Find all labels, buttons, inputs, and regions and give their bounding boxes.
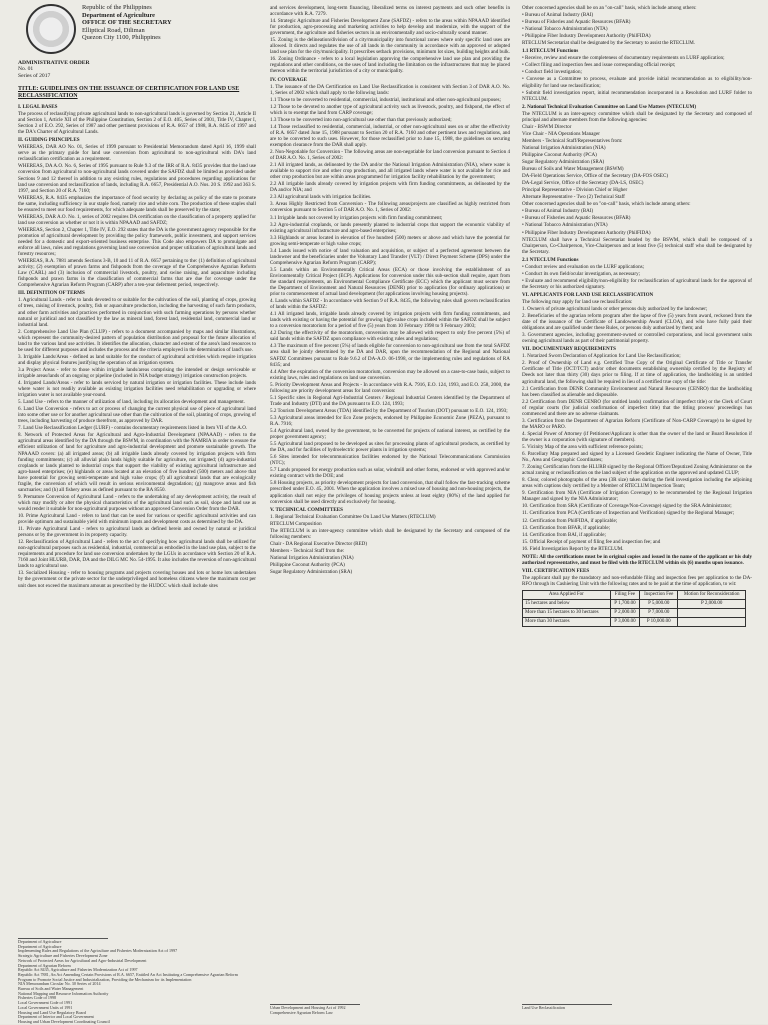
paragraph: 5. Land Use - refers to the manner of utilization of land, including its allocation development and management. <box>18 399 245 406</box>
column-2 <box>270 4 510 1004</box>
paragraph: The NTECLUM is an inter-agency committee which shall be designated by the Secretary and composed of principal and alternate members from the following agencies: <box>522 110 752 123</box>
paragraph: WHEREAS, DA A.O. No. 6, Series of 1995 pursuant to Rule 9.3 of the IRR of R.A. 8435 provides that the land use conversion from agricultural to non-agricultural lands covered under the SAFDZ shall be limited as provided under Sections 9 and 12 thereof in addition to any existing rules, regulations and procedures regarding applications for land use conversion and reclassification of lands, including R.A. 6657, Presidential A.O. Nos. 20 S. 1992 and 363 S. 1997, and Section 20 of R.A. 7160; <box>18 163 256 194</box>
paragraph: 2. Comprehensive Land Use Plan (CLUP) - refers to a document accompanied by maps and similar illustrations, which represent the community-desired pattern of population distribution and proposal for the future allocation of land to the various land use activities. It identifies the allocation, character and extent of the area's land resources to be used for different purposes and includes the process and the criteria employed in the determination of land's use. <box>18 328 256 353</box>
section-heading: 1.1 RTECLUM Functions <box>522 48 579 55</box>
section-heading: 2.1 NTECLUM Functions <box>522 256 579 263</box>
paragraph: Members - Technical Staff from the: <box>270 547 345 554</box>
paragraph: 3. Government agencies, including government-owned or controlled corporations, and local government units owning agricultural lands as part of their patrimonial property. <box>522 332 752 345</box>
paragraph: National Irrigation Administration (NIA) <box>522 144 606 151</box>
paragraph: 2. Non-Negotiable for Conversion - The following areas are non-negotiable for land conversion pursuant to Section 4 of DAR A.O. No. 1, Series of 2002: <box>270 149 510 162</box>
paragraph: WHEREAS, R.A. 8435 emphasizes the importance of food security by declaring as policy of the state to promote the same, including sufficiency in our staple food, namely rice and white corn. The production of these staples shall be ensured to meet our food requirements, for which adequate lands shall be preserved by the state; <box>18 194 256 213</box>
paragraph: and services development, long-term financing, liberalized terms on interest payments and such other benefits in accordance with R.A. 7279. <box>270 5 510 18</box>
table-cell: P 10,000.00 <box>640 618 678 627</box>
paragraph: Philippine Coconut Authority (PCA) <box>270 561 345 568</box>
table-header-cell: Motion for Reconsideration <box>678 590 746 599</box>
table-row <box>523 600 746 609</box>
paragraph: 3.5 Lands within an Environmentally Critical Areas (ECA) or those involving the establishment of an Environmentally Critical Project (ECP). Applications for conversion under this sub-section shall require, apart from the standard requirements, an Environmental Compliance Certificate (ECC) which the applicant must secure from the Department of Environment and Natural Resources (DENR) prior to application (for ordinary applications) or prior to commencement of actual land development (for applications involving housing projects). <box>270 266 510 298</box>
footnote: National Mapping and Resource Information Authority <box>18 990 109 996</box>
paragraph: DA-Field Operations Service, Office of the Secretary (DA-FOS OSEC) <box>522 173 669 180</box>
footnote: Local Government Code of 1991 <box>18 1000 73 1006</box>
paragraph: 4. Special Power of Attorney (if Petitioner/Applicant is other than the owner of the land or Board Resolution if the owner is a corporation (with signature of members). <box>522 430 752 443</box>
section-heading: VI. APPLICANTS FOR LAND USE RECLASSIFICATION <box>522 291 654 298</box>
paragraph: 1. Notarized Sworn Declaration of Application for Land Use Reclassification; <box>522 353 681 360</box>
footnote: Department of Agriculture <box>18 939 62 944</box>
paragraph: Bureau of Soils and Water Management (BSWM) <box>522 166 624 173</box>
table-cell: P 2,000.00 <box>610 609 639 618</box>
section-heading: II. GUIDING PRINCIPLES <box>18 137 80 144</box>
table-header-cell: Area Applied For <box>523 590 611 599</box>
footnote: NIA Memorandum Circular No. 30 Series of 2014 <box>18 981 101 987</box>
paragraph: 5.8 Housing projects, as priority development projects for land conversion, that shall follow the fast-tracking scheme prescribed under E.O. 45, 2001. When the application involves a mixed use of housing and non-housing projects, the application shall not enjoy the privileges of housing projects unless at least eighty (80%) of the land applied for conversion shall be used directly and exclusively for housing. <box>270 480 510 505</box>
footnotes-col-3 <box>522 1004 752 1011</box>
table-header-row <box>523 590 746 599</box>
paragraph: 3. Irrigable Lands/Areas - defined as land suitable for the conduct of agricultural activities which require irrigation and display physical features justifying the operation of an irrigation system. <box>18 353 256 366</box>
table-cell: P 5,000.00 <box>640 600 678 609</box>
paragraph: 5.3 Agricultural areas intended for Eco Zone projects, endorsed by Philippine Economic Zone (PEZA), pursuant to R.A. 7916; <box>270 414 510 427</box>
office-line: OFFICE OF THE SECRETARY <box>82 19 172 27</box>
paragraph: • Conduct field investigation; <box>522 69 582 76</box>
paragraph: 14. Strategic Agriculture and Fisheries Development Zone (SAFDZ) - refers to the areas within NPAAAD identified for production, agro-processing and marketing activities to help develop and modernize, with the support of the government, the agriculture and fisheries sectors in an environmentally and socio-culturally sound manner. <box>270 18 510 37</box>
paragraph: 2.1 All irrigated lands, as delineated by the DA and/or the National Irrigation Administration (NIA), where water is available to support rice and other crop production, and all irrigated lands where water is not available for rice and other crop production but are within areas programmed for irrigation facility rehabilitation by the government; <box>270 162 510 181</box>
paragraph: Alternate Representative - Two (2) Technical Staff <box>522 194 625 201</box>
address-line-1: Elliptical Road, Diliman <box>82 26 145 34</box>
footnote: Department of Interior and Local Government <box>18 1014 94 1020</box>
paragraph: • Bureau of Fisheries and Aquatic Resources (BFAR) <box>522 215 631 222</box>
department-seal-icon <box>26 4 76 54</box>
paragraph: The following may apply for land use reclassification: <box>522 298 633 305</box>
paragraph: WHEREAS, DAR AO No. 01, Series of 1999 pursuant to Presidential Memorandum dated April 16, 1999 shall serve as the primary guide for land use conversion from agricultural to non-agricultural with DA's land reclassification certification as a requirement. <box>18 144 256 163</box>
paragraph: Philippine Coconut Authority (PCA) <box>522 151 597 158</box>
section-heading: V. TECHNICAL COMMITTEES <box>270 506 343 513</box>
paragraph: 9. Premature Conversion of Agricultural Land - refers to the undertaking of any development activity, the result of which may modify or alter the physical characteristics of the agricultural land such as soil, slope and land use as would render it suitable for non-agricultural purposes without an approved Conversion Order from the DAR. <box>18 493 256 512</box>
table-cell <box>678 609 746 618</box>
paragraph: 3. Areas Highly Restricted from Conversion - The following areas/projects are classified as highly restricted from conversion pursuant to Section 5 of DAR A.O. No. 1, Series of 2002: <box>270 201 510 214</box>
paragraph: 1. Agricultural Lands - refer to lands devoted to or suitable for the cultivation of the soil, planting of crops, growing of trees, raising of livestock, poultry, fish or aquaculture production, including the harvesting of such farm products, and other farm activities and practices performed in conjunction with such farming operations by persons whether natural or juridical and not classified by the law as mineral land, forest land, residential land, commercial land or industrial land. <box>18 297 256 328</box>
paragraph: 1. Owner/s of private agricultural lands or other persons duly authorized by the landowner; <box>522 306 708 313</box>
order-series: Series of 2017 <box>18 72 51 79</box>
paragraph: • Bureau of Animal Industry (BAI) <box>522 208 594 215</box>
paragraph: • Philippine Fiber Industry Development Authority (PhilFIDA) <box>522 229 651 236</box>
footnote: Housing and Urban Development Coordinating Council <box>18 1018 110 1024</box>
section-heading: III. DEFINITION OF TERMS <box>18 290 85 297</box>
paragraph: Sugar Regulatory Administration (SRA) <box>270 569 353 576</box>
paragraph: 5. Vicinity Map of the area with sufficient reference points; <box>522 444 643 450</box>
paragraph: 1.3 Those to be converted into non-agricultural use other than that previously authorized; <box>270 116 452 123</box>
paragraph: 15. Zoning is the delineation/division of a city/municipality into functional zones where only specific land uses are allowed. It directs and regulates the use of all lands in the community in accordance with an approved or adopted land use plan for the city/municipality. It prescribes setback provisions, minimum lot sizes, building heights and bulk. <box>270 37 510 56</box>
paragraph: 3.3 Highlands or areas located in elevation of five hundred (500) meters or above and which have the potential for growing semi-temperate or high value crops; <box>270 234 510 247</box>
paragraph: 4.1 All irrigated lands, irrigable lands already covered by irrigation projects with firm funding commitments, and lands with existing or having the potential for growing high-value crops included within the SAFDZ shall be subject to a conversion moratorium for a period of five (5) years from 10 February 1998 to 9 February 2003; <box>270 311 510 330</box>
paragraph: 7. Zoning Certification from the HLURB signed by the Regional Officer/Deputized Zoning Administrator on the actual zoning or reclassification on the land subject of the application on the approved and updated CLUP; <box>522 464 752 477</box>
footnote: Implementing Rules and Regulations of the Agriculture and Fisheries Modernization Act of 1997 <box>18 948 178 954</box>
paragraph: The applicant shall pay the mandatory and non-refundable filing and inspection fees per application to the DA-RFO through its Cashiering Unit with the following rates and to be paid at the time of application, to wit: <box>522 574 752 587</box>
paragraph: • Submit field investigation report, initial recommendation incorporated in a Resolution and LURF folder to NTECLUM. <box>522 89 752 102</box>
paragraph: Other concerned agencies shall be on "on-call" basis, which include among others: <box>522 201 691 208</box>
paragraph: 13. Socialized Housing - refer to housing programs and projects covering houses and lots or home lots undertaken by the government or the private sector for the underprivileged and homeless citizens where the maximum cost per unit does not exceed the maximum amount as prescribed by the HUDCC which shall include sites <box>18 570 256 589</box>
paragraph: • Convene as a Committee to process, evaluate and provide initial recommendation as to eligibility/non-eligibility for land use reclassification; <box>522 76 752 89</box>
paragraph: Vice Chair - NIA Operations Manager <box>522 130 600 137</box>
paragraph: • Conduct its own field/ocular investigation, as necessary; <box>522 270 641 277</box>
paragraph: 2.3 All agricultural lands with irrigation facilities. <box>270 194 372 201</box>
paragraph: RTECLUM Secretariat shall be designated by the Secretary to assist the RTECLUM. <box>522 40 696 47</box>
paragraph: 10. Prime Agricultural Land - refers to land that can be used for various or specific agricultural activities and can provide optimum and sustainable yield with minimum inputs and development costs as determined by the DA. <box>18 513 256 526</box>
section-heading: 2. National Technical Evaluation Committee on Land Use Matters (NTECLUM) <box>522 103 697 110</box>
paragraph: 9. Certification from NIA (Certificate of Irrigation Coverage) to be recommended by the Regional Irrigation Manager and signed by the NIA Administrator; <box>522 490 752 503</box>
section-heading: VIII. CERTIFICATION FEES <box>522 567 590 574</box>
footnote: Fisheries Code of 1998 <box>18 995 57 1001</box>
paragraph: 12. Certification from PhilFIDA, if applicable; <box>522 517 618 524</box>
paragraph: 4.3 The maximum of five percent (5%) of lands eligible for conversion to non-agricultural use from the total SAFDZ area shall be jointly determined by the DA and DAR, upon the recommendation of the Regional and National SAFDZ Committees pursuant to Rule 9.6.2 of DA-A.O. 06-1998, or the implementing rules and regulations of RA 8435; and <box>270 343 510 368</box>
paragraph: 8. Network of Protected Areas for Agricultural and Agro-Industrial Development (NPAAAD) - refers to the agricultural areas identified by the DA through the BSWM, in coordination with the NAMRIA in order to ensure the efficient utilization of land for agriculture and agro-industrial development and promote sustainable growth. The NPAAAD covers: (a) all irrigated areas; (b) all irrigable lands already covered by irrigation projects with firm funding commitments; (c) all alluvial plain lands highly suitable for agriculture, not irrigated; (d) agro-industrial croplands or lands planted to industrial crops that support the viability of existing agricultural infrastructure and agro-based enterprises; (e) highlands or areas located at an elevation of five hundred (500) meters and above that have potential for growing semi-temperate and high value crops; (f) all agricultural lands that are ecologically fragile, the conversion of which will result in serious environmental degradation; (g) mangrove areas and fish sanctuaries; and (h) all fishery areas as defined pursuant to the RA 8550. <box>18 432 256 493</box>
footnote: Republic Act 8435, Agriculture and Fisheries Modernization Act of 1997 <box>18 967 138 973</box>
paragraph: 5.5 Agricultural land proposed to be developed as sites for processing plants of agricultural products, as certified by the DA, and for facilities of hydroelectric power plants in irrigation systems; <box>270 441 510 454</box>
paragraph: • National Tobacco Administration (NTA) <box>522 26 608 33</box>
paragraph: 11. Certification from PCA (Certificate of Inspection and Verification) signed by the Regional Manager; <box>522 510 735 517</box>
paragraph: 3.a Project Areas - refer to those within irrigable lands/areas comprising the intended or design serviceable or irrigable areas/lands of an ongoing or pipeline (included in NIA budget strategy) irrigation construction projects. <box>18 366 256 379</box>
paragraph: 5.4 Agricultural land, owned by the government, to be converted for projects of national interest, as certified by the proper government agency; <box>270 428 510 441</box>
paragraph: 2. Proof of Ownership of Land e.g. Certified True Copy of the Original Certificate of Title or Transfer Certificate of Title (OCT/TCT) and/or other documents establishing ownership certified by the Registry of Deeds not later than thirty (30) days prior to filing. If at time of application, the landholding is an untitled agricultural land, the following shall be required in lieu of a certified true copy of the title: <box>522 360 752 385</box>
paragraph: 4. Lands within SAFDZ - In accordance with Section 9 of R.A. 8435, the following rules shall govern reclassification of lands within the SAFDZ: <box>270 298 510 311</box>
paragraph: Chair - DA Regional Executive Director (RED) <box>270 540 368 547</box>
paragraph: 1.1 Those to be converted to residential, commercial, industrial, institutional and other non-agricultural purposes; <box>270 96 501 103</box>
paragraph: 4.2 During the effectivity of the moratorium, conversion may be allowed with respect to only five percent (5%) of said lands within the SAFDZ upon compliance with existing rules and regulations; <box>270 330 510 343</box>
paragraph: Sugar Regulatory Administration (SRA) <box>522 159 605 166</box>
paragraph: 5.2 Tourism Development Areas (TDA) identified by the Department of Tourism (DOT) pursuant to E.O. 124, 1993; <box>270 407 508 414</box>
table-cell: More than 30 hectares <box>523 618 611 627</box>
paragraph: Members - Technical Staff/Representatives from: <box>522 137 623 144</box>
paragraph: 3.1 Irrigable lands not covered by irrigation projects with firm funding commitment; <box>270 214 443 221</box>
paragraph: • Bureau of Fisheries and Aquatic Resources (BFAR) <box>522 19 631 26</box>
table-row <box>523 609 746 618</box>
paragraph: 1.2 Those to be devoted to another type of agricultural activity such as livestock, poultry, and fishpond, the effect of which is to exempt the land from CARP coverage; <box>270 103 510 116</box>
table-cell <box>678 618 746 627</box>
address-line-2: Quezon City 1100, Philippines <box>82 34 161 42</box>
paragraph: NTECLUM shall have a Technical Secretariat headed by the BSWM, which shall be composed of a Chairperson, Co-Chairperson, Vice-Chairperson and at least five (5) technical staff who shall be designated by the Secretary. <box>522 236 752 255</box>
table-cell: More than 15 hectares to 30 hectares <box>523 609 611 618</box>
paragraph: 1. Regional Technical Evaluation Committee On Land Use Matters (RTECLUM) <box>270 513 436 520</box>
footnote: Land Use Reclassification <box>522 1005 565 1010</box>
paragraph: WHEREAS, Section 2, Chapter 1, Title IV, E.O. 292 states that the DA is the government agency responsible for the promotion of agricultural development by providing the policy framework, public investment, and support services needed for a domestic and export-oriented business enterprise. This Code also empowers DA to promulgate and enforce all laws, rules and regulations governing land use conversion and proper utilization of agricultural lands and forestry resources; <box>18 226 256 258</box>
letterhead <box>26 4 276 62</box>
order-number: No. 01 <box>18 66 34 73</box>
paragraph: 4. Irrigated Lands/Areas - refer to lands serviced by natural irrigation or irrigation facilities. These include lands where water is not readily available as existing irrigation facilities need rehabilitation or upgrading or where irrigation water is not available year-round. <box>18 380 256 399</box>
table-cell: 15 hectares and below <box>523 600 611 609</box>
table-cell: P 7,000.00 <box>640 609 678 618</box>
footnote: Local Government Units of 1991 <box>18 1004 73 1010</box>
paragraph: 3.2 Agro-industrial croplands, or lands presently planted to industrial crops that support the economic viability of existing agricultural infrastructure and agro-based enterprises; <box>270 221 510 234</box>
table-cell: P 1,700.00 <box>610 600 639 609</box>
section-heading: NOTE: All the certifications must be in original copies and issued in the name of the applicant or his duly authorized representative, and must be filed with the RTECLUM within six (6) months upon issuance. <box>522 553 752 566</box>
paragraph: 11. Private Agricultural Land - refers to agricultural lands as defined herein and owned by natural or juridical persons or by the government in its property capacity. <box>18 526 256 539</box>
footnotes-col-2 <box>270 1004 510 1015</box>
table-cell: P 3,000.00 <box>610 618 639 627</box>
section-heading: IV. COVERAGE <box>270 76 307 83</box>
footnote: Bureau of Soils and Water Management <box>18 986 84 992</box>
paragraph: 5.1 Specific sites in Regional Agri-Industrial Centers / Regional Industrial Centers identified by the Department of Trade and Industry (DTI) and the DA pursuant to E.O. 124, 1993; <box>270 394 510 407</box>
paragraph: 12. Reclassification of Agricultural Land - refers to the act of specifying how agricultural lands shall be utilized for non-agricultural purposes such as residential, industrial, commercial as embodied in the land use plan, subject to the requirements and procedure for land use conversion undertaken by the LGUs in accordance with Section 20 of R.A. 7160 and Joint HLURB, DAR, DA and the DILG MC No. 54-1995. It also includes the reversion of non-agricultural lands to agricultural use. <box>18 539 256 570</box>
order-identifier <box>18 60 256 79</box>
column-3 <box>522 4 752 1004</box>
table-header-cell: Filing Fee <box>610 590 639 599</box>
paragraph: 6. Land Use Conversion - refers to act or process of changing the current physical use of piece of agricultural land into some other use or for another agricultural use other than the cultivation of the soil, planting of crops, growing of trees, including harvesting of produce therefrom, as approved by DAR. <box>18 406 256 425</box>
paragraph: 16. Field Investigation Report by the RTECLUM. <box>522 545 624 552</box>
paragraph: WHEREAS, DAR A.O. No. 1, series of 2002 requires DA certification on the classification of a property applied for land use conversion as whether or not it is within NPAAAD and SAFDZ; <box>18 213 256 226</box>
fee-table <box>522 590 746 627</box>
paragraph: RTECLUM Composition <box>270 520 322 527</box>
column-1 <box>18 102 256 932</box>
footnote: Department of Agrarian Reform <box>18 962 71 968</box>
department-line: Department of Agriculture <box>82 11 156 19</box>
footnote: Urban Development and Housing Act of 1992 <box>270 1005 346 1010</box>
paragraph: • Evaluate and recommend eligibility/non-eligibility for reclassification of agricultural lands for the approval of the Secretary or his authorized signatory. <box>522 277 752 290</box>
order-type: ADMINISTRATIVE ORDER <box>18 60 90 66</box>
footnote: Housing and Land Use Regulatory Board <box>18 1009 86 1015</box>
paragraph: Principal Representative - Division Chief or Higher <box>522 187 628 194</box>
paragraph: 2.2 All irrigable lands already covered by irrigation projects with firm funding commitments, as delineated by the DA and/or NIA; and <box>270 181 510 194</box>
paragraph: • Bureau of Animal Industry (BAI) <box>522 12 594 19</box>
paragraph: 2.2 Certification from DENR CENRO (for untitled lands) confirmation of imperfect title) or the Clerk of Court of regular courts (for judicial confirmation of imperfect title) that the titling process/ proceedings has commenced and there are no adverse claimants. <box>522 398 752 417</box>
paragraph: 15. Official Receipt of payment of filing fee and inspection fee; and <box>522 538 661 545</box>
paragraph: 5. Priority Development Areas and Projects - In accordance with R.A. 7916, E.O. 124, 1993, and E.O. 258, 2000, the following are priority development areas for land conversion: <box>270 381 510 394</box>
footnote: Network of Protected Areas for Agricultural and Agro-Industrial Development <box>18 957 147 963</box>
paragraph: DA-Legal Service, Office of the Secretary (DA-LS, OSEC) <box>522 180 644 187</box>
paragraph: 8. Clear, colored photographs of the area (3R size) taken during the field investigation including the adjoining areas with captions duly certified by a Member of RTECLUM Inspection Team; <box>522 477 752 490</box>
paragraph: The RTECLUM is an inter-agency committee which shall be designated by the Secretary and composed of the following members: <box>270 527 510 540</box>
section-heading: I. LEGAL BASES <box>18 104 58 110</box>
paragraph: • Collect filing and inspection fees and issue corresponding official receipt; <box>522 62 676 69</box>
table-row <box>523 618 746 627</box>
paragraph: 4.4 After the expiration of the conversion moratorium, conversion may be allowed on a case-to-case basis, subject to existing laws, rules and regulations on land use conversion. <box>270 368 510 381</box>
paragraph: 16. Zoning Ordinance - refers to a local legislation approving the comprehensive land use plan and providing the regulations and other conditions, on the uses of land including the limitation on the infrastructures that may be placed thereon within the territorial jurisdiction of a city or municipality. <box>270 56 510 75</box>
paragraph: • Receive, review and ensure the completeness of documentary requirements on LURF application; <box>522 55 725 62</box>
letterhead-text <box>82 4 172 42</box>
footnote: Program to Promote Social Justice and Industrialization, Providing the Mechanism for its Implementation <box>18 976 192 982</box>
paragraph: • Conduct review and evaluation on the LURF applications; <box>522 263 645 270</box>
footnote: Strategic Agriculture and Fisheries Development Zone <box>18 953 108 959</box>
section-heading: VII. DOCUMENTARY REQUIREMENTS <box>522 346 616 353</box>
paragraph: 13. Certification from BFAR, if applicable; <box>522 524 611 531</box>
republic-line: Republic of the Philippines <box>82 4 152 11</box>
footnotes-col-1 <box>18 938 256 1025</box>
paragraph: 14. Certification from BAI, if applicable; <box>522 531 606 538</box>
paragraph: 3. Certification from the Department of Agrarian Reform (Certificate of Non-CARP Coverage) to be signed by the MARO or PARO. <box>522 417 752 430</box>
paragraph: 10. Certification from SRA (Certificate of Coverage/Non-Coverage) signed by the SRA Administrator; <box>522 503 732 510</box>
paragraph: • National Tobacco Administration (NTA) <box>522 222 608 229</box>
paragraph: National Irrigation Administration (NIA) <box>270 554 354 561</box>
paragraph: 2.1 Certification from DENR Community Environment and Natural Resources (CENRO) that the landholding has been classified as alienable and disposable. <box>522 385 752 398</box>
paragraph: • Philippine Fiber Industry Development Authority (PhilFIDA) <box>522 33 651 40</box>
paragraph: WHEREAS, R.A. 7881 amends Sections 3-B, 10 and 11 of R.A. 6657 pertaining to the: (1) definition of agricultural activity; (2) exemption of prawn farms and fishponds from the coverage of the Comprehensive Agrarian Reform Law (CARL) and (3) inclusion of commercial livestock, poultry, and swine raising, and aquaculture including fishponds and prawn farms in the classification of commercial farms that are due for coverage under the Comprehensive Agrarian Reform Program (CARP) after a ten-year deferment period, respectively. <box>18 258 256 289</box>
order-title <box>18 86 256 99</box>
footnote: Department of Agriculture <box>18 943 62 949</box>
footnote: Comprehensive Agrarian Reform Law <box>270 1009 333 1015</box>
paragraph: 5.6 Sites intended for telecommunication facilities endorsed by the National Telecommunications Commission (NTC); <box>270 454 510 467</box>
paragraph: 1. The issuance of the DA Certification on Land Use Reclassification is consistent with Section 3 of DAR A.O. No. 1, Series of 2002 which shall apply to the following lands: <box>270 83 510 96</box>
paragraph: Other concerned agencies shall be on an "on-call" basis, which include among others: <box>522 5 697 11</box>
order-title-text: TITLE: GUIDELINES ON THE ISSUANCE OF CERTIFICATION FOR LAND USE RECLASSIFICATION <box>18 86 240 99</box>
paragraph: 2. Beneficiaries of the agrarian reform program after the lapse of five (5) years from award, reckoned from the date of the issuance of the Certificate of Landownership Award (CLOA), and who have fully paid their obligations and are qualified under these Rules, or persons duly authorized by them; and <box>522 313 752 332</box>
paragraph: Chair - BSWM Director <box>522 123 572 130</box>
paragraph: 7. Land Use Reclassification Ledger (LURF) - contains documentary requirements listed in Item VII of the A.O. <box>18 425 248 432</box>
paragraph: 5.7 Lands proposed for energy production such as solar, windmill and other forms, endorsed or with approved and/or existing contract with the DOE; and <box>270 467 510 480</box>
table-cell: P 2,000.00 <box>678 600 746 609</box>
table-header-cell: Inspection Fee <box>640 590 678 599</box>
paragraph: 3.4 Lands issued with notice of land valuation and acquisition, or subject of a perfected agreement between the landowner and the beneficiaries under the Voluntary Land Transfer (VLT) / Direct Payment Scheme (DPS) under the Comprehensive Agrarian Reform Program (CARP); <box>270 247 510 266</box>
paragraph: 1.4 Those reclassified to residential, commercial, industrial, or other non-agricultural uses on or after the effectivity of R.A. 6657 dated June 15, 1988 pursuant to Section 20 of R.A. 7160 and other pertinent laws and regulations, and are to be converted to such uses. However, for those reclassified prior to June 15, 1988, the guidelines on securing exemption clearance from the DAR shall apply. <box>270 123 510 148</box>
paragraph: The process of reclassifying private agricultural lands to non-agricultural lands is governed by Section 21, Article II and Section 1, Article XII of the Philippine Constitution, Section 2 of E.O. 405, Series of 2001, Title IV, Chapter I, Section 2 of E.O. 292, Series of 1987 and other pertinent provisions of R.A. 6657 of 1988, R.A. 8435 of 1997 and the DA's Charter of Agricultural Lands. <box>18 111 256 136</box>
paragraph: 6. Parcellary Map prepared and signed by a Licensed Geodetic Engineer indicating the Name of Owner, Title No., Area and Geographic Coordinates; <box>522 451 752 464</box>
footnote: Republic Act 7881, An Act Amending Certain Provisions of R.A. 6657, Entitled An Act Instituting a Comprehensive Agrarian Reform <box>18 971 238 977</box>
